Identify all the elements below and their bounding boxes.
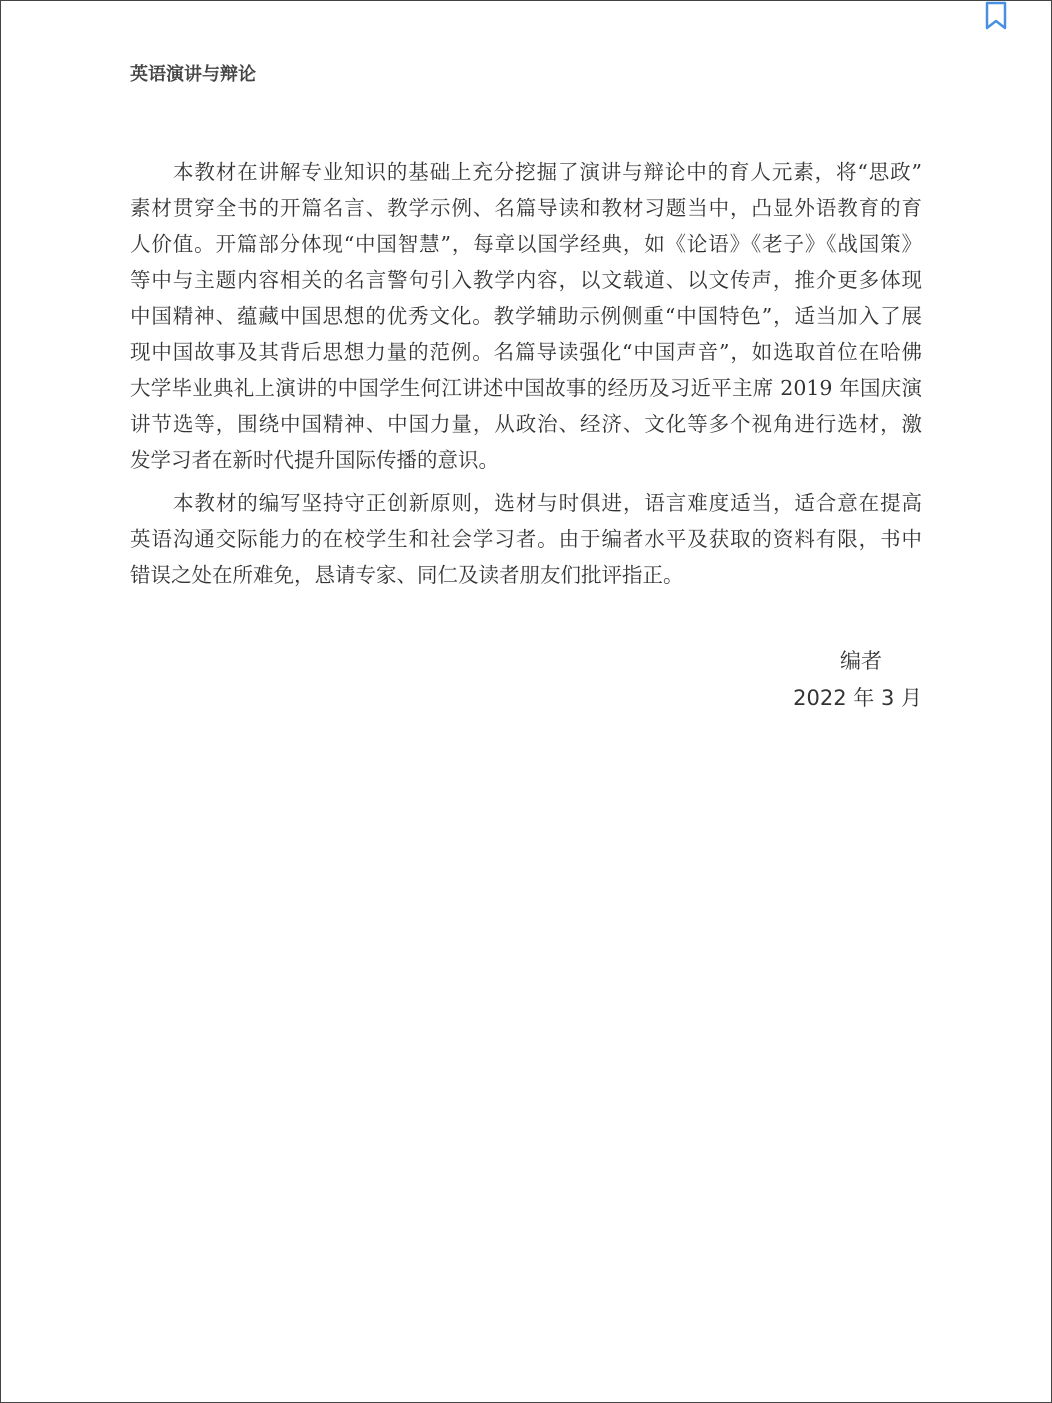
text-line: 人价值。开篇部分体现“中国智慧”，每章以国学经典，如《论语》《老子》《战国策》 [130,232,922,256]
text-line: 发学习者在新时代提升国际传播的意识。 [130,448,499,472]
paragraph-1 [130,154,922,478]
text-line: 大学毕业典礼上演讲的中国学生何江讲述中国故事的经历及习近平主席 2019 年国庆演 [130,376,922,400]
running-header: 英语演讲与辩论 [130,64,256,85]
paragraph-2 [130,485,922,593]
text-line: 讲节选等，围绕中国精神、中国力量，从政治、经济、文化等多个视角进行选材，激 [130,412,922,436]
text-line: 英语沟通交际能力的在校学生和社会学习者。由于编者水平及获取的资料有限，书中 [130,527,922,551]
signature-date: 2022 年 3 月 [793,686,922,710]
signature-author: 编者 [840,649,882,673]
text-line: 等中与主题内容相关的名言警句引入教学内容，以文载道、以文传声，推介更多体现 [130,268,922,292]
bookmark-icon[interactable] [984,1,1008,31]
text-line: 现中国故事及其背后思想力量的范例。名篇导读强化“中国声音”，如选取首位在哈佛 [130,340,922,364]
text-line: 错误之处在所难免，恳请专家、同仁及读者朋友们批评指正。 [130,563,684,587]
text-line: 中国精神、蕴藏中国思想的优秀文化。教学辅助示例侧重“中国特色”，适当加入了展 [130,304,922,328]
text-line: 本教材在讲解专业知识的基础上充分挖掘了演讲与辩论中的育人元素，将“思政” [173,160,922,184]
text-line: 素材贯穿全书的开篇名言、教学示例、名篇导读和教材习题当中，凸显外语教育的育 [130,196,922,220]
text-line: 本教材的编写坚持守正创新原则，选材与时俱进，语言难度适当，适合意在提高 [173,491,922,515]
